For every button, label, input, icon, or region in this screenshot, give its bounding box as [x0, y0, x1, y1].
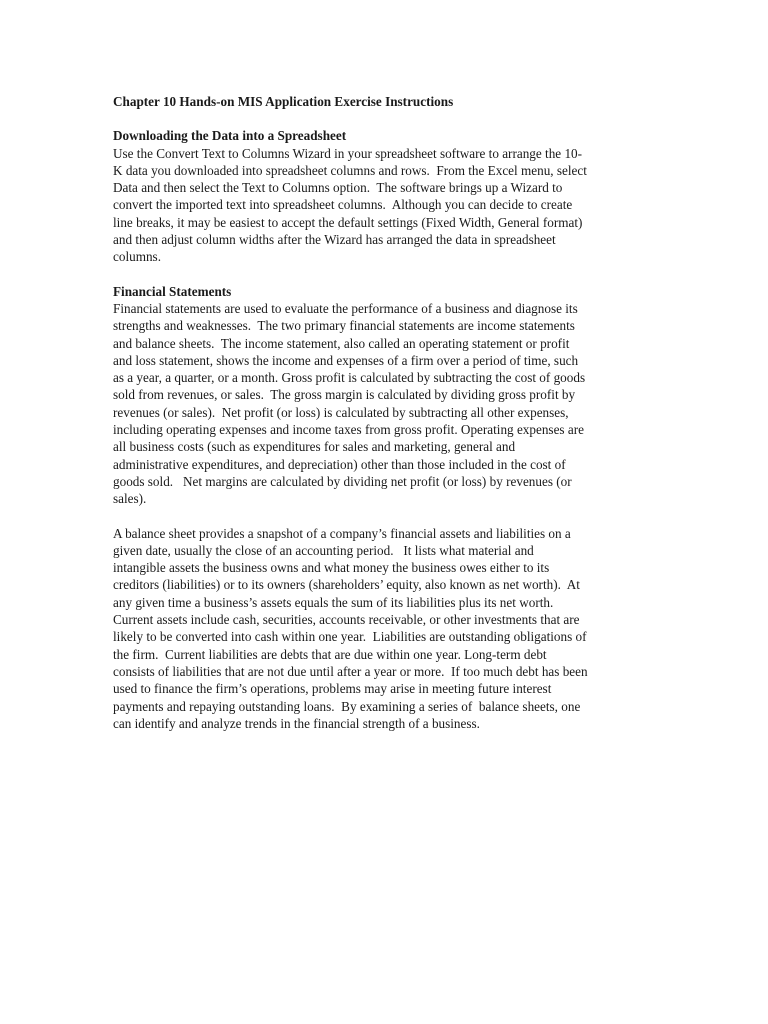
text-line: including operating expenses and income taxes from gross profit. Operating expenses are — [113, 422, 584, 438]
text-line: given date, usually the close of an accounting period. It lists what material and — [113, 542, 534, 558]
document-page — [113, 93, 661, 749]
text-line: consists of liabilities that are not due until after a year or more. If too much debt has been — [113, 663, 588, 679]
text-line: creditors (liabilities) or to its owners (shareholders’ equity, also known as net worth). At — [113, 577, 580, 593]
text-line: likely to be converted into cash within one year. Liabilities are outstanding obligations of — [113, 629, 587, 645]
text-line: can identify and analyze trends in the financial strength of a business. — [113, 715, 480, 731]
paragraph-convert-text — [113, 145, 661, 266]
text-line: K data you downloaded into spreadsheet columns and rows. From the Excel menu, select — [113, 162, 587, 178]
text-line: administrative expenditures, and depreciation) other than those included in the cost of — [113, 456, 566, 472]
text-line: and then adjust column widths after the Wizard has arranged the data in spreadsheet — [113, 232, 556, 248]
text-line: intangible assets the business owns and what money the business owes either to its — [113, 560, 550, 576]
text-line: convert the imported text into spreadsheet columns. Although you can decide to create — [113, 197, 573, 213]
paragraph-income-statement — [113, 300, 661, 508]
text-line: sold from revenues, or sales. The gross margin is calculated by dividing gross profit by — [113, 387, 576, 403]
text-line: Current assets include cash, securities, accounts receivable, or other investments that are — [113, 612, 580, 628]
paragraph-balance-sheet — [113, 525, 661, 733]
text-line: as a year, a quarter, or a month. Gross profit is calculated by subtracting the cost of goods — [113, 370, 586, 386]
text-line: and loss statement, shows the income and expenses of a firm over a period of time, such — [113, 352, 579, 368]
text-line: sales). — [113, 491, 147, 507]
document-title: Chapter 10 Hands-on MIS Application Exercise Instructions — [113, 94, 454, 109]
section-heading-downloading-data: Downloading the Data into a Spreadsheet — [113, 128, 347, 144]
text-line: goods sold. Net margins are calculated by dividing net profit (or loss) by revenues (or — [113, 473, 572, 489]
text-line: A balance sheet provides a snapshot of a company’s financial assets and liabilities on a — [113, 525, 571, 541]
text-line: all business costs (such as expenditures for sales and marketing, general and — [113, 439, 516, 455]
text-line: and balance sheets. The income statement, also called an operating statement or profit — [113, 335, 570, 351]
text-line: used to finance the firm’s operations, problems may arise in meeting future interest — [113, 681, 552, 697]
text-line: any given time a business’s assets equals the sum of its liabilities plus its net worth. — [113, 594, 554, 610]
text-line: strengths and weaknesses. The two primary financial statements are income statements — [113, 318, 575, 334]
section-downloading-data — [113, 127, 661, 265]
text-line: payments and repaying outstanding loans. By examining a series of balance sheets, one — [113, 698, 581, 714]
section-heading-financial-statements: Financial Statements — [113, 283, 232, 299]
text-line: columns. — [113, 249, 161, 265]
text-line: Financial statements are used to evaluate the performance of a business and diagnose its — [113, 300, 578, 316]
text-line: the firm. Current liabilities are debts that are due within one year. Long-term debt — [113, 646, 547, 662]
section-financial-statements — [113, 283, 661, 732]
text-line: Use the Convert Text to Columns Wizard in your spreadsheet software to arrange the 10- — [113, 145, 583, 161]
text-line: Data and then select the Text to Columns option. The software brings up a Wizard to — [113, 180, 563, 196]
text-line: revenues (or sales). Net profit (or loss) is calculated by subtracting all other expenses, — [113, 404, 569, 420]
text-line: line breaks, it may be easiest to accept the default settings (Fixed Width, General format) — [113, 214, 583, 230]
